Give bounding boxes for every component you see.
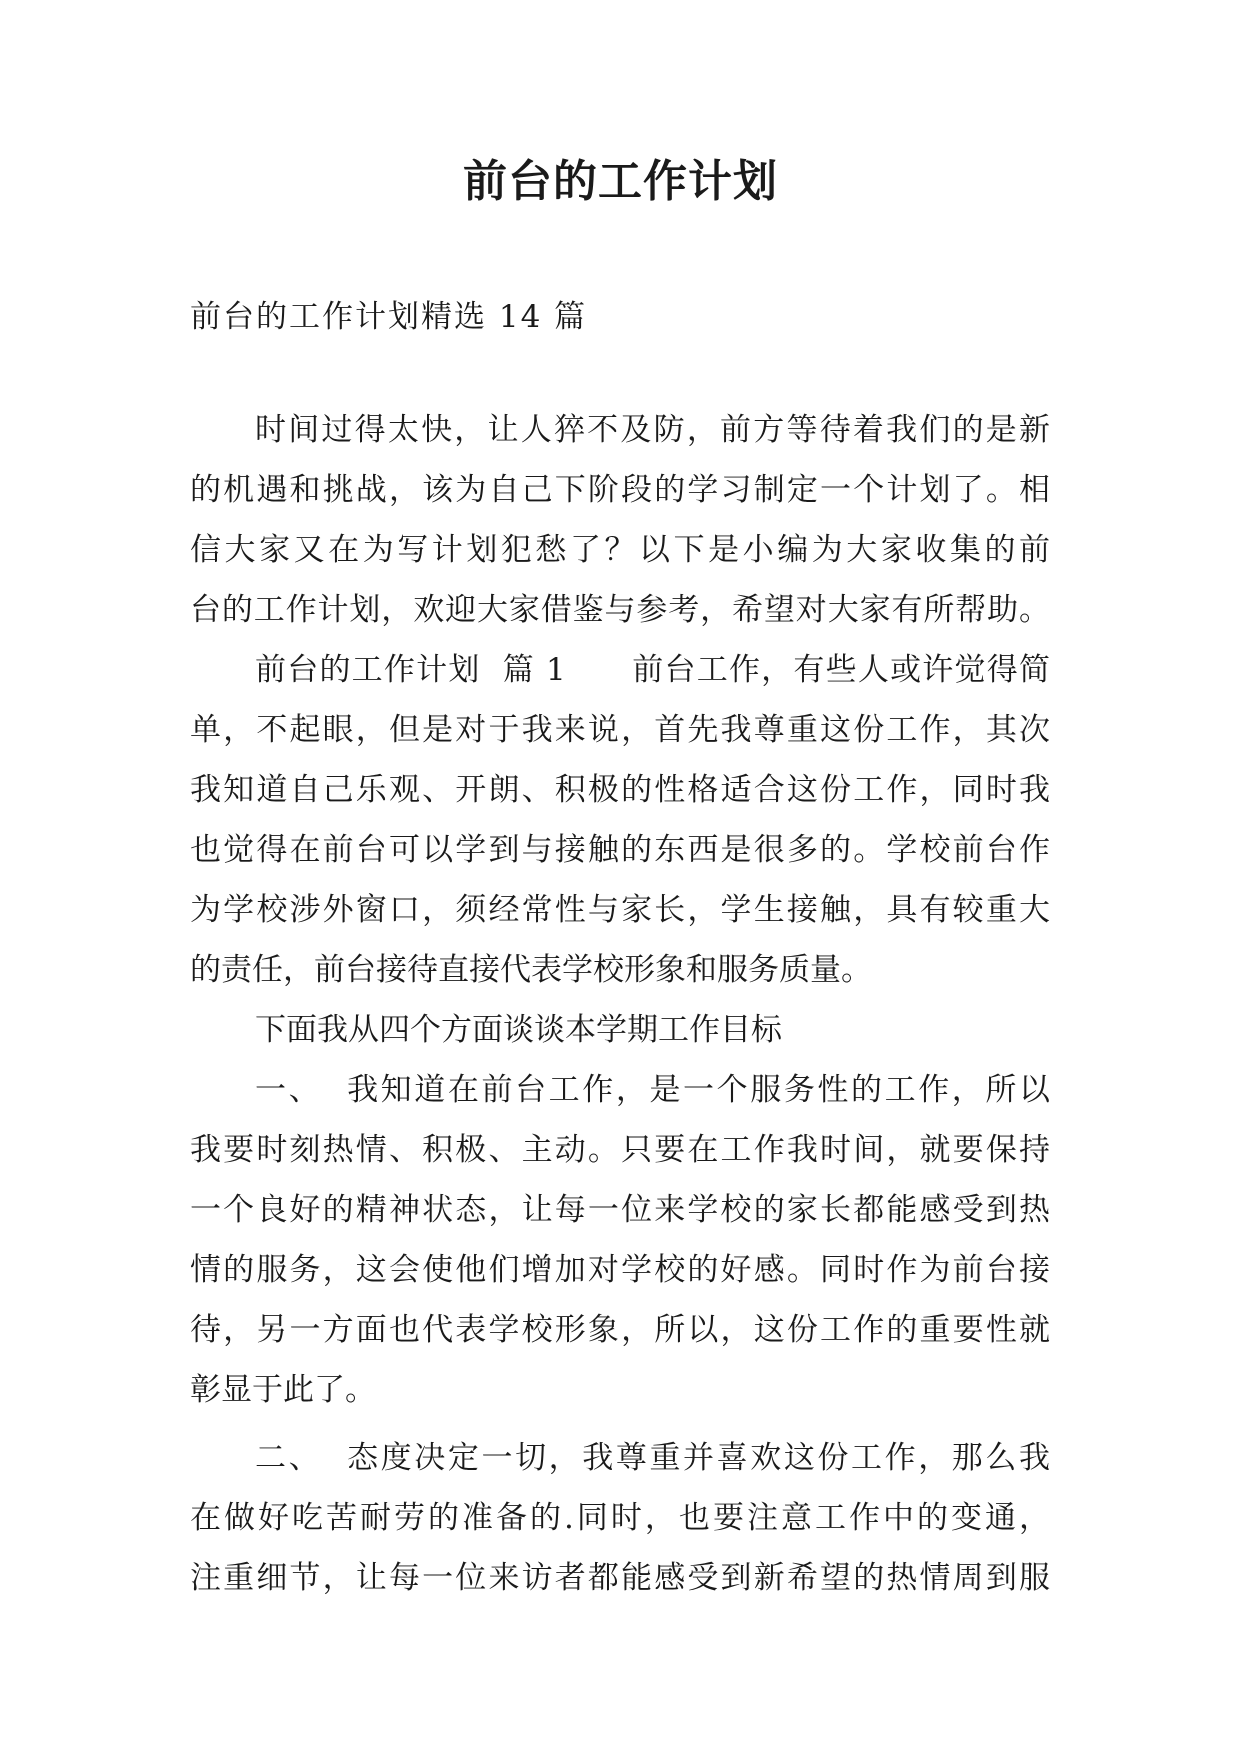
paragraph-line: 一、 我知道在前台工作，是一个服务性的工作，所以 (255, 1072, 1050, 1108)
paragraph-line: 台的工作计划，欢迎大家借鉴与参考，希望对大家有所帮助。 (190, 592, 1050, 628)
document-subtitle: 前台的工作计划精选 14 篇 (190, 299, 588, 335)
paragraph-line: 在做好吃苦耐劳的准备的.同时，也要注意工作中的变通， (190, 1500, 1050, 1536)
paragraph-line: 待，另一方面也代表学校形象，所以，这份工作的重要性就 (190, 1312, 1050, 1348)
paragraph-line: 我知道自己乐观、开朗、积极的性格适合这份工作，同时我 (190, 772, 1050, 808)
paragraph-line: 单，不起眼，但是对于我来说，首先我尊重这份工作，其次 (190, 712, 1050, 748)
paragraph-line: 我要时刻热情、积极、主动。只要在工作我时间，就要保持 (190, 1132, 1050, 1168)
paragraph-gap (190, 1420, 1050, 1428)
paragraph-line: 情的服务，这会使他们增加对学校的好感。同时作为前台接 (190, 1252, 1050, 1288)
paragraph-line: 彰显于此了。 (190, 1372, 376, 1408)
document-title: 前台的工作计划 (463, 156, 778, 207)
paragraph-line: 前台的工作计划 篇 1 前台工作，有些人或许觉得简 (255, 652, 1050, 688)
paragraph-line: 为学校涉外窗口，须经常性与家长，学生接触，具有较重大 (190, 892, 1050, 928)
paragraph-line: 下面我从四个方面谈谈本学期工作目标 (255, 1012, 782, 1048)
paragraph-line: 的机遇和挑战，该为自己下阶段的学习制定一个计划了。相 (190, 472, 1050, 508)
paragraph-line: 时间过得太快，让人猝不及防，前方等待着我们的是新 (255, 412, 1050, 448)
paragraph-line: 的责任，前台接待直接代表学校形象和服务质量。 (190, 952, 872, 988)
paragraph-line: 也觉得在前台可以学到与接触的东西是很多的。学校前台作 (190, 832, 1050, 868)
paragraph-line: 二、 态度决定一切，我尊重并喜欢这份工作，那么我 (255, 1440, 1050, 1476)
paragraph-line: 注重细节，让每一位来访者都能感受到新希望的热情周到服 (190, 1560, 1050, 1596)
paragraph-line: 信大家又在为写计划犯愁了？以下是小编为大家收集的前 (190, 532, 1050, 568)
document-body (190, 400, 1050, 1608)
paragraph-line: 一个良好的精神状态，让每一位来学校的家长都能感受到热 (190, 1192, 1050, 1228)
